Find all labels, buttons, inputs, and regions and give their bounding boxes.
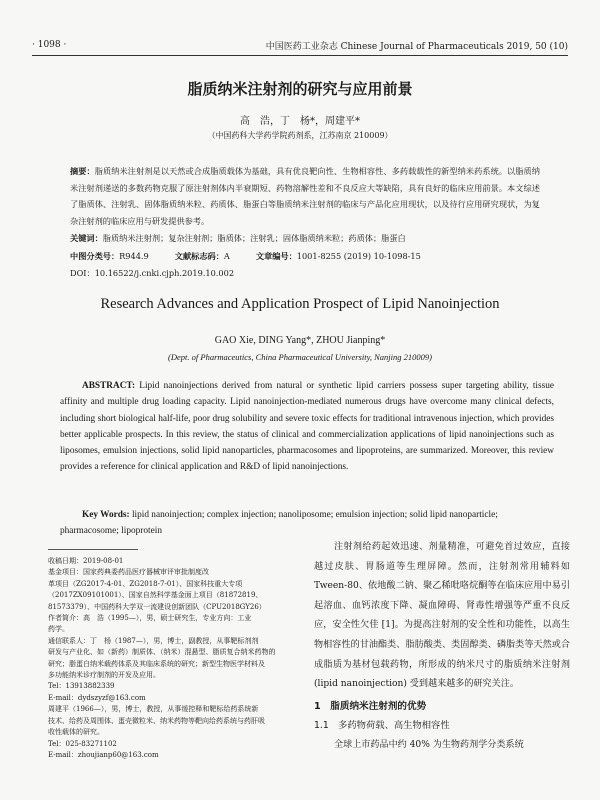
footnotes — [48, 549, 304, 761]
footnote-line: E-mail：zhoujianp60@163.com — [48, 750, 159, 759]
footnote-line: 多功能纳米诊疗制剂的开发及应用。 — [48, 671, 160, 680]
english-authors: GAO Xie, DING Yang*, ZHOU Jianping* — [214, 335, 386, 346]
footnote-line: （2017ZX09101001）、国家自然科学基金面上项目（81872819、 — [48, 591, 263, 600]
chinese-abstract — [70, 163, 540, 229]
article-no-label: 文章编号： — [255, 251, 297, 261]
article-no-value: 1001-8255 (2019) 10-1098-15 — [296, 251, 421, 261]
english-abstract-text: Lipid nanoinjections derived from natural or synthetic lipid carriers possess super targeting ability, tissue affinity and multiple drug loading capacity. Lipid nanoinjection-mediated numerous drugs have overcome many clinical defects, including short biological half-life, poor drug solubility and severe toxic effects for traditional intravenous injection, which provides better applicable prospects. In this review, the status of clinical and commercialization applications of lipid nanoinjections such as liposomes, emulsion injections, solid lipid nanoparticles, pharmacosomes and lipoproteins, are summarized. Moreover, this review provides a reference for clinical application and R&D of lipid nanoinjections. — [60, 381, 554, 473]
footnote-line: 基金项目：国家药典委药品医疗器械审评审批制度改 — [48, 568, 209, 577]
chinese-abstract-text: 脂质纳米注射剂是以天然或合成脂质载体为基础，具有优良靶向性、生物相容性、多药载载性的新型纳米药系统。以脂质纳米注射剂递送的多数药物克服了原注射剂体内半衰期短、药物溶解性差和不良反应大等缺陷，具有良好的临床应用前景。本文综述了脂质体、注射乳、固体脂质纳米粒、药质体、脂蛋白等脂质纳米注射剂的临床与产品化应用现状，以及待行应用研究现状，为复杂注射剂的临床应用与研发提供参考。 — [70, 166, 540, 226]
subsection-heading: 1.1 多药物荷载、高生物相容性 — [314, 720, 450, 732]
chinese-keywords-text: 脂质纳米注射剂；复杂注射剂；脂质体；注射乳；固体脂质纳米粒；药质体；脂蛋白 — [102, 233, 406, 243]
english-keywords-label: Key Words: — [82, 510, 130, 520]
english-keywords-text: lipid nanoinjection; complex injection; nanoliposome; emulsion injection; solid lipid nanoparticle; pharmacosome; lipoprotein — [60, 510, 498, 536]
clc-label: 中图分类号： — [70, 251, 120, 261]
doi: DOI：10.16522/j.cnki.cjph.2019.10.002 — [70, 268, 235, 278]
footnote-line: 研发与产业化、如（新药）制质体、（纳米）混悬型、脂质复合纳米药物的 — [48, 648, 276, 657]
footnote-line: 技术、给药及周围体、蛋壳微粒米、纳米药物等靶向给药系统与药肝吸 — [48, 716, 265, 725]
chinese-title: 脂质纳米注射剂的研究与应用前景 — [187, 80, 413, 98]
section-heading: 1 脂质纳米注射剂的优势 — [314, 700, 427, 712]
footnote-rule — [48, 549, 138, 550]
footnote-line: 作者简介：高 浩（1995—），男，硕士研究生，专业方向：工业 — [48, 614, 252, 623]
english-affiliation: (Dept. of Pharmaceutics, China Pharmaceutical University, Nanjing 210009) — [168, 352, 432, 362]
english-title: Research Advances and Application Prospect of Lipid Nanoinjection — [100, 296, 500, 312]
page-number: · 1098 · — [32, 40, 67, 50]
running-header — [32, 38, 568, 52]
document-code — [175, 251, 230, 262]
footnote-line: 周建平（1966—），男，博士，教授，从事缓控释和靶标给药系统新 — [48, 705, 259, 714]
footnote-line: 81573379）、中国药科大学双一流建设创新团队（CPU2018GY26） — [48, 602, 266, 611]
clc-number — [70, 251, 149, 262]
doc-code-value: A — [223, 251, 230, 261]
chinese-affiliation: （中国药科大学药学院药剂系，江苏南京 210009） — [207, 131, 393, 140]
footnote-line: 通信联系人：丁 杨（1987—），男，博士，副教授，从事靶标剂剂 — [48, 636, 259, 645]
footnote-line: 收性载体的研究。 — [48, 728, 104, 737]
english-abstract — [60, 378, 554, 476]
header-rule — [32, 55, 568, 56]
body-text-column — [314, 538, 570, 756]
footnote-line: 革项目（ZG2017-4-01、ZG2018-7-01）、国家科技重大专项 — [48, 579, 243, 588]
footnote-line: 研究；脂蛋白纳米载药体系及其临床系统的研究；新型生物医学材料及 — [48, 659, 265, 668]
footnote-line: 药学。 — [48, 625, 69, 634]
english-abstract-label: ABSTRACT: — [82, 381, 136, 391]
chinese-abstract-label: 摘要： — [70, 166, 95, 176]
footnote-line: Tel：13913882339 — [48, 682, 115, 691]
footnote-line: Tel：025-83271102 — [48, 739, 117, 748]
footnote-line: E-mail：dydszyzf@163.com — [48, 693, 146, 702]
doc-code-label: 文献标志码： — [174, 251, 224, 261]
body-paragraph: 注射剂给药起效迅速、剂量精准，可避免首过效应，直接越过皮肤、胃肠道等生理屏障。然而，注射剂常用辅料如 Tween-80、依地酸二钠、聚乙稀吡咯烷酮等在临床应用中易引起溶血、血钙浓度下降、凝血障碍、肾毒性增强等严重不良反应，安全性欠佳 [1]。为提高注射剂的安全性和功能性，以高生物相容性的甘油酯类、脂肪酸类、类固醇类、磷脂类等天然或合成脂质为基材包载药物，所形成的纳米尺寸的脂质纳米注射剂 (lipid nanoinjection) 受到越来越多的研究关注。 — [314, 542, 570, 690]
chinese-keywords-label: 关键词： — [70, 233, 103, 243]
classification-meta — [70, 251, 540, 262]
chinese-authors: 高 浩，丁 杨*，周建平* — [240, 116, 360, 127]
chinese-keywords — [70, 230, 540, 246]
footnote-line: 收稿日期：2019-08-01 — [48, 557, 124, 565]
journal-name: 中国医药工业杂志 Chinese Journal of Pharmaceuticals 2019, 50 (10) — [265, 41, 568, 52]
english-keywords — [60, 507, 554, 539]
article-number — [256, 251, 421, 262]
clc-value: R944.9 — [119, 251, 149, 261]
body-paragraph: 全球上市药品中约 40% 为生物药剂学分类系统 — [334, 739, 524, 750]
